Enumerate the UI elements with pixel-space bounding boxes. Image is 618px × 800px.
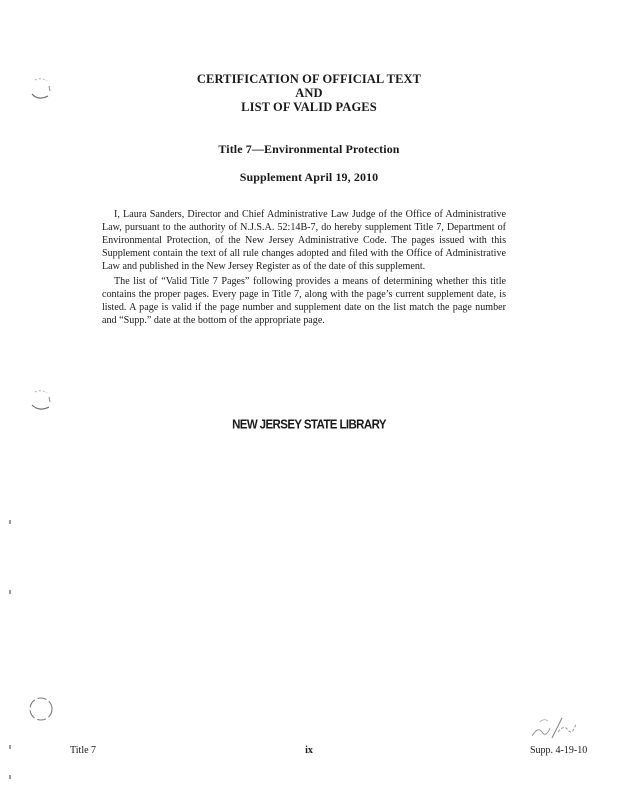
valid-pages-heading: LIST OF VALID PAGES: [241, 100, 377, 114]
supplement-date-heading: Supplement April 19, 2010: [239, 170, 379, 184]
title-heading: Title 7—Environmental Protection: [218, 142, 400, 156]
footer-title: Title 7: [70, 745, 97, 756]
punch-hole-bottom: [26, 694, 56, 724]
valid-pages-paragraph: The list of “Valid Title 7 Pages” following provides a means of determining whether this title contains the proper pages. Every page in Title 7, along with the page’s current supplement date, is listed. A page is valid if the page number and supplement date on the list match the page number and “Supp.” date at the bottom of the appropriate page.: [102, 276, 506, 326]
punch-hole-middle: [28, 388, 54, 414]
heading-and: AND: [295, 86, 323, 100]
margin-mark: [9, 775, 11, 779]
margin-mark: [9, 520, 11, 524]
certification-heading: CERTIFICATION OF OFFICIAL TEXT: [196, 72, 422, 86]
page-number: ix: [305, 745, 313, 756]
margin-mark: [9, 590, 11, 594]
handwritten-initials: [528, 712, 582, 742]
footer-supplement-date: Supp. 4-19-10: [530, 745, 588, 756]
certification-paragraph: I, Laura Sanders, Director and Chief Administrative Law Judge of the Office of Administrative Law, pursuant to the authority of N.J.S.A. 52:14B-7, do hereby supplement Title 7, Department of Environmental Protection, of the New Jersey Administrative Code. The pages issued with this Supplement contain the text of all rule changes adopted and filed with the Office of Administrative Law and published in the New Jersey Register as of the date of this supplement.: [102, 209, 506, 272]
library-stamp: NEW JERSEY STATE LIBRARY: [232, 418, 386, 432]
